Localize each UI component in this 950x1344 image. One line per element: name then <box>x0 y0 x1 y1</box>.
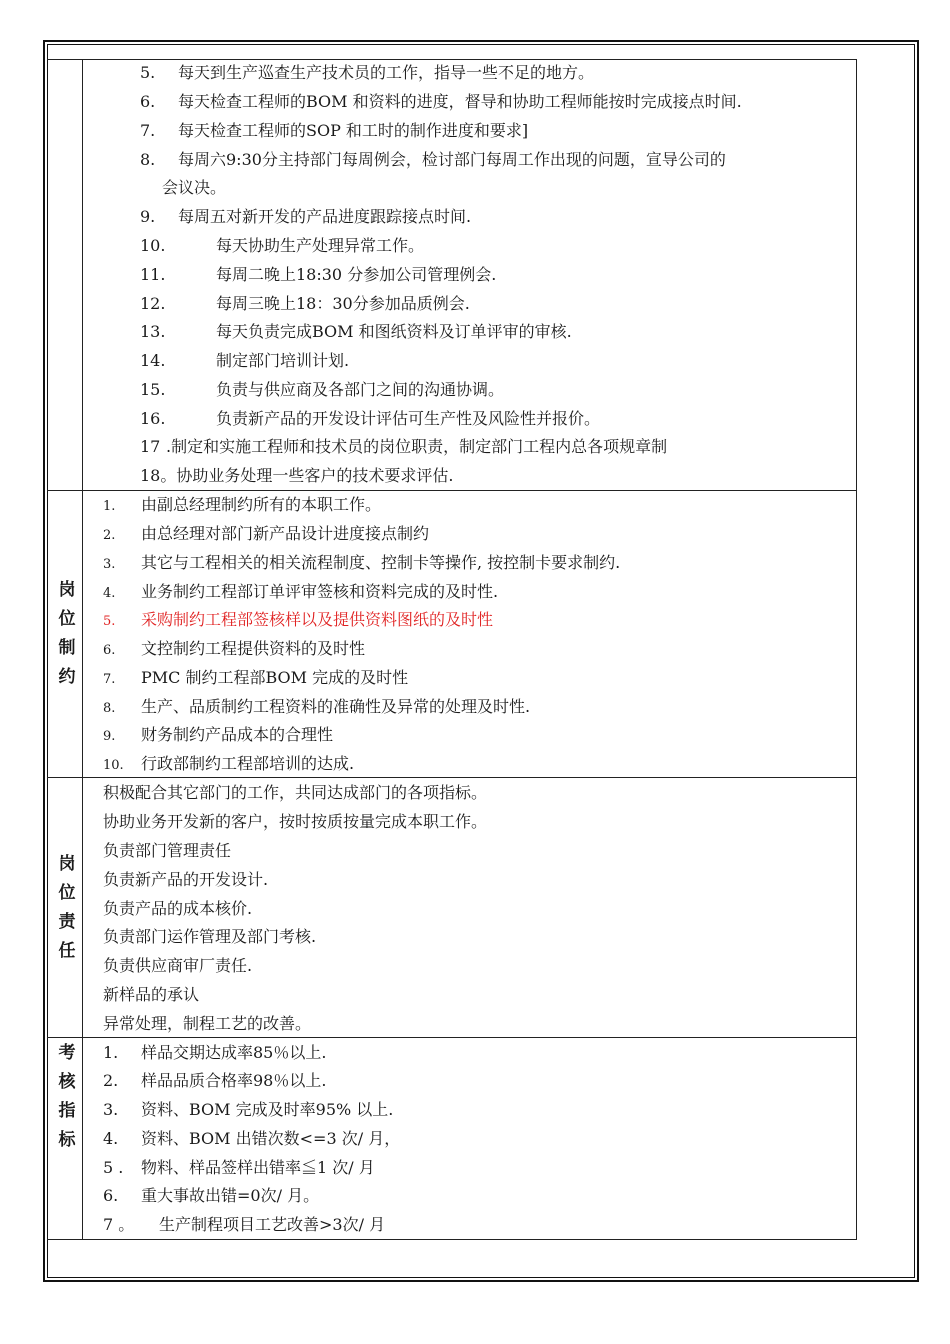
item-text: 文控制约工程提供资料的及时性 <box>141 639 366 658</box>
item-text: 会议决。 <box>162 178 227 197</box>
list-item <box>140 465 453 487</box>
item-number: 2. <box>103 1071 119 1090</box>
list-item: 负责部门运作管理及部门考核. <box>103 927 317 946</box>
list-item <box>140 321 572 343</box>
list-item: 负责产品的成本核价. <box>103 899 253 918</box>
item-number: 5. <box>103 614 116 629</box>
label-char: 核 <box>58 1072 76 1092</box>
item-text: 协助业务处理一些客户的技术要求评估. <box>176 466 454 485</box>
item-text: 负责新产品的开发设计评估可生产性及风险性并报价。 <box>216 409 601 428</box>
item-text: 负责与供应商及各部门之间的沟通协调。 <box>216 380 505 399</box>
item-text: 每天协助生产处理异常工作。 <box>216 236 425 255</box>
item-text: 每周二晚上18:30 分参加公司管理例会. <box>216 265 497 284</box>
item-number: 15. <box>140 380 166 399</box>
list-item <box>140 408 600 430</box>
label-char: 指 <box>58 1101 76 1121</box>
item-text: 生产制程项目工艺改善>3次/ 月 <box>159 1215 386 1234</box>
label-char: 位 <box>58 609 76 629</box>
item-number: 10. <box>103 758 124 773</box>
list-item <box>140 436 667 458</box>
list-item <box>103 696 530 720</box>
list-item <box>103 667 408 691</box>
item-number: 1. <box>103 499 116 514</box>
item-number: 18。 <box>140 466 177 485</box>
item-number: 7. <box>140 121 156 140</box>
row-divider-constraints <box>47 490 857 491</box>
item-number: 4. <box>103 586 116 601</box>
list-item <box>103 494 381 518</box>
item-text: 采购制约工程部签核样以及提供资料图纸的及时性 <box>141 610 494 629</box>
item-number: 3. <box>103 557 116 572</box>
list-item <box>140 379 504 401</box>
item-number: 14. <box>140 351 166 370</box>
list-item <box>103 552 620 576</box>
item-number: 6. <box>140 92 156 111</box>
item-number: 12. <box>140 294 166 313</box>
item-text: 制定部门培训计划. <box>216 351 350 370</box>
table-right-line <box>856 59 857 1239</box>
item-number: 2. <box>103 528 116 543</box>
list-item: 协助业务开发新的客户，按时按质按量完成本职工作。 <box>103 812 488 831</box>
item-text: 重大事故出错=0次/ 月。 <box>141 1186 320 1205</box>
list-item <box>103 1042 326 1064</box>
item-number: 8. <box>103 701 116 716</box>
label-char: 岗 <box>58 854 76 874</box>
item-number: 5 . <box>103 1158 124 1177</box>
list-item <box>140 149 726 171</box>
item-number: 1. <box>103 1043 119 1062</box>
item-text: 业务制约工程部订单评审签核和资料完成的及时性. <box>141 582 499 601</box>
item-text: .制定和实施工程师和技术员的岗位职责，制定部门工程内总各项规章制 <box>166 437 668 456</box>
item-text: 每天检查工程师的BOM 和资料的进度，督导和协助工程师能按时完成接点时间. <box>178 92 742 111</box>
list-item: 新样品的承认 <box>103 985 200 1004</box>
item-number: 10. <box>140 236 166 255</box>
table-top-line <box>47 59 857 60</box>
label-char: 位 <box>58 883 76 903</box>
list-item <box>103 1214 385 1236</box>
item-number: 7. <box>103 672 116 687</box>
item-text: 财务制约产品成本的合理性 <box>141 725 334 744</box>
list-item <box>103 1099 393 1121</box>
label-char: 考 <box>58 1043 76 1063</box>
item-text: 样品交期达成率85％以上. <box>141 1043 327 1062</box>
item-number: 9. <box>140 207 156 226</box>
item-text: 生产、品质制约工程资料的准确性及异常的处理及时性. <box>141 697 531 716</box>
item-number: 13. <box>140 322 166 341</box>
list-item <box>103 1128 400 1150</box>
item-number: 11. <box>140 265 166 284</box>
list-item <box>140 264 496 286</box>
item-number: 4. <box>103 1129 119 1148</box>
table-bottom-line <box>47 1239 857 1240</box>
label-char: 责 <box>58 912 76 932</box>
list-item <box>103 753 354 777</box>
item-number: 8. <box>140 150 156 169</box>
label-char: 任 <box>58 941 76 961</box>
item-text: PMC 制约工程部BOM 完成的及时性 <box>141 668 409 687</box>
item-text: 每周三晚上18：30分参加品质例会. <box>216 294 470 313</box>
list-item <box>140 91 742 113</box>
row-divider-kpi <box>47 1037 857 1038</box>
list-item <box>103 523 429 547</box>
item-text: 其它与工程相关的相关流程制度、控制卡等操作, 按控制卡要求制约. <box>141 553 621 572</box>
list-item <box>103 1185 319 1207</box>
item-number: 6. <box>103 1186 119 1205</box>
item-number: 6. <box>103 643 116 658</box>
list-item <box>103 1070 326 1092</box>
list-item-continuation <box>162 177 226 199</box>
list-item <box>140 350 349 372</box>
item-text: 资料、BOM 完成及时率95% 以上. <box>141 1100 394 1119</box>
item-text: 由总经理对部门新产品设计进度接点制约 <box>141 524 430 543</box>
label-char: 约 <box>58 667 76 687</box>
item-text: 每天检查工程师的SOP 和工时的制作进度和要求] <box>178 121 529 140</box>
section-label-responsibilities <box>52 850 82 966</box>
list-item: 负责新产品的开发设计. <box>103 870 269 889</box>
list-item <box>103 724 333 748</box>
section-label-kpi <box>52 1039 82 1155</box>
item-text: 由副总经理制约所有的本职工作。 <box>141 495 382 514</box>
item-number: 9. <box>103 729 116 744</box>
list-item <box>103 1157 375 1179</box>
list-item-highlighted <box>103 609 493 633</box>
item-text: 每天到生产巡查生产技术员的工作，指导一些不足的地方。 <box>178 63 595 82</box>
list-item <box>103 581 498 605</box>
item-text: 每天负责完成BOM 和图纸资料及订单评审的审核. <box>216 322 572 341</box>
item-text: 行政部制约工程部培训的达成. <box>141 754 355 773</box>
item-text: 资料、BOM 出错次数<=3 次/ 月， <box>141 1129 401 1148</box>
list-item <box>140 120 528 142</box>
row-divider-responsibilities <box>47 777 857 778</box>
section-label-constraints <box>52 576 82 692</box>
list-item: 积极配合其它部门的工作，共同达成部门的各项指标。 <box>103 783 488 802</box>
item-number: 5. <box>140 63 156 82</box>
label-column-divider <box>82 59 83 1239</box>
list-item <box>140 206 471 228</box>
label-char: 标 <box>58 1130 76 1150</box>
item-text: 物料、样品签样出错率≦1 次/ 月 <box>141 1158 375 1177</box>
item-number: 3. <box>103 1100 119 1119</box>
list-item <box>103 638 365 662</box>
item-text: 每周五对新开发的产品进度跟踪接点时间. <box>178 207 472 226</box>
item-text: 样品品质合格率98％以上. <box>141 1071 327 1090</box>
item-number: 7 。 <box>103 1215 135 1234</box>
list-item <box>140 62 594 84</box>
list-item <box>140 235 424 257</box>
label-char: 制 <box>58 638 76 658</box>
item-number: 17 <box>140 437 161 456</box>
label-char: 岗 <box>58 580 76 600</box>
list-item: 负责供应商审厂责任. <box>103 956 253 975</box>
item-number: 16. <box>140 409 166 428</box>
item-text: 每周六9:30分主持部门每周例会，检讨部门每周工作出现的问题，宣导公司的 <box>178 150 726 169</box>
list-item <box>140 293 470 315</box>
list-item: 负责部门管理责任 <box>103 841 232 860</box>
list-item: 异常处理，制程工艺的改善。 <box>103 1014 312 1033</box>
